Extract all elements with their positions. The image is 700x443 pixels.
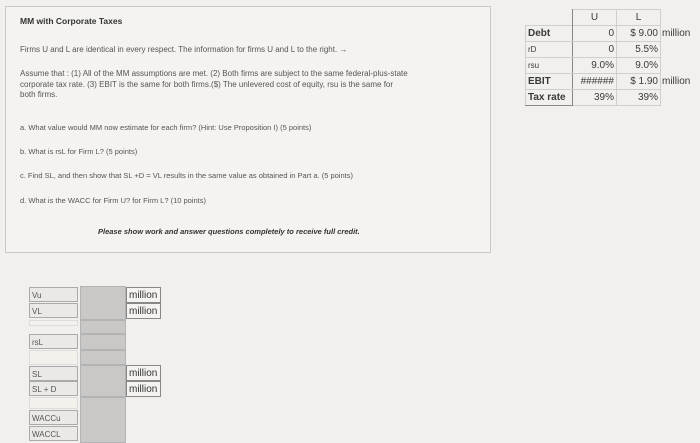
row-label: EBIT xyxy=(526,74,573,90)
label-sl-plus-d: SL + D xyxy=(29,381,78,396)
table-row xyxy=(526,74,693,90)
header-u: U xyxy=(573,10,617,26)
l-value[interactable]: 39% xyxy=(617,90,661,106)
table-row xyxy=(526,90,693,106)
label-waccu: WACCu xyxy=(29,410,78,425)
unit-million: million xyxy=(126,303,161,319)
unit-million: million xyxy=(126,365,161,381)
table-header-row xyxy=(526,10,693,26)
blank-row xyxy=(29,397,78,409)
unit-label: million xyxy=(662,28,691,39)
answer-cell-value[interactable] xyxy=(80,286,126,320)
problem-title: MM with Corporate Taxes xyxy=(20,16,123,26)
question-b: b. What is rsL for Firm L? (5 points) xyxy=(20,147,138,156)
question-a: a. What value would MM now estimate for each firm? (Hint: Use Proposition I) (5 points) xyxy=(20,123,312,132)
label-sl: SL xyxy=(29,366,78,381)
u-value[interactable]: 0 xyxy=(573,26,617,42)
question-c: c. Find SL, and then show that SL +D = VL results in the same value as obtained in Part a. (5 points) xyxy=(20,171,353,180)
blank-row xyxy=(29,320,78,326)
answer-cell-value[interactable] xyxy=(80,365,126,397)
l-value[interactable]: 5.5% xyxy=(617,42,661,58)
l-value[interactable]: $ 1.90 xyxy=(617,74,661,90)
l-value[interactable]: $ 9.00 xyxy=(617,26,661,42)
row-label: rD xyxy=(526,42,573,58)
assumptions-text xyxy=(20,69,490,101)
l-value[interactable]: 9.0% xyxy=(617,58,661,74)
answer-cell-blank[interactable] xyxy=(80,320,126,334)
answer-cell-blank[interactable] xyxy=(80,350,126,365)
assumption-line: corporate tax rate. (3) EBIT is the same for both firms.($) The unlevered cost of equity, rsu is the same for xyxy=(20,79,394,89)
u-value[interactable]: 39% xyxy=(573,90,617,106)
label-vl: VL xyxy=(29,303,78,318)
unit-label xyxy=(661,58,693,74)
row-label: Debt xyxy=(526,26,573,42)
table-row xyxy=(526,58,693,74)
blank-row xyxy=(29,350,78,365)
work-note: Please show work and answer questions completely to receive full credit. xyxy=(98,227,360,236)
assumption-line: both firms. xyxy=(20,90,58,99)
u-value[interactable]: 9.0% xyxy=(573,58,617,74)
unit-label xyxy=(661,42,693,58)
question-d: d. What is the WACC for Firm U? for Firm L? (10 points) xyxy=(20,196,207,205)
assumption-line: Assume that : (1) All of the MM assumptions are met. (2) Both firms are subject to the same federal-plus-state xyxy=(20,69,408,78)
row-label: Tax rate xyxy=(526,90,573,106)
header-l: L xyxy=(617,10,661,26)
unit-million: million xyxy=(126,381,161,397)
u-value[interactable]: 0 xyxy=(573,42,617,58)
unit-million: million xyxy=(126,287,161,303)
answer-cell-rsl[interactable] xyxy=(80,334,126,350)
u-value[interactable]: ###### xyxy=(573,74,617,90)
label-waccl: WACCL xyxy=(29,426,78,441)
problem-intro: Firms U and L are identical in every respect. The information for firms U and L to the right. → xyxy=(20,45,348,54)
label-rsl: rsL xyxy=(29,334,78,349)
firm-data-table xyxy=(525,9,693,106)
unit-label xyxy=(661,90,693,106)
problem-box xyxy=(5,6,491,253)
row-label: rsu xyxy=(526,58,573,74)
table-row xyxy=(526,26,693,42)
table-row xyxy=(526,42,693,58)
label-vu: Vu xyxy=(29,287,78,302)
unit-label: million xyxy=(662,76,691,87)
answer-cell-wacc[interactable] xyxy=(80,397,126,443)
